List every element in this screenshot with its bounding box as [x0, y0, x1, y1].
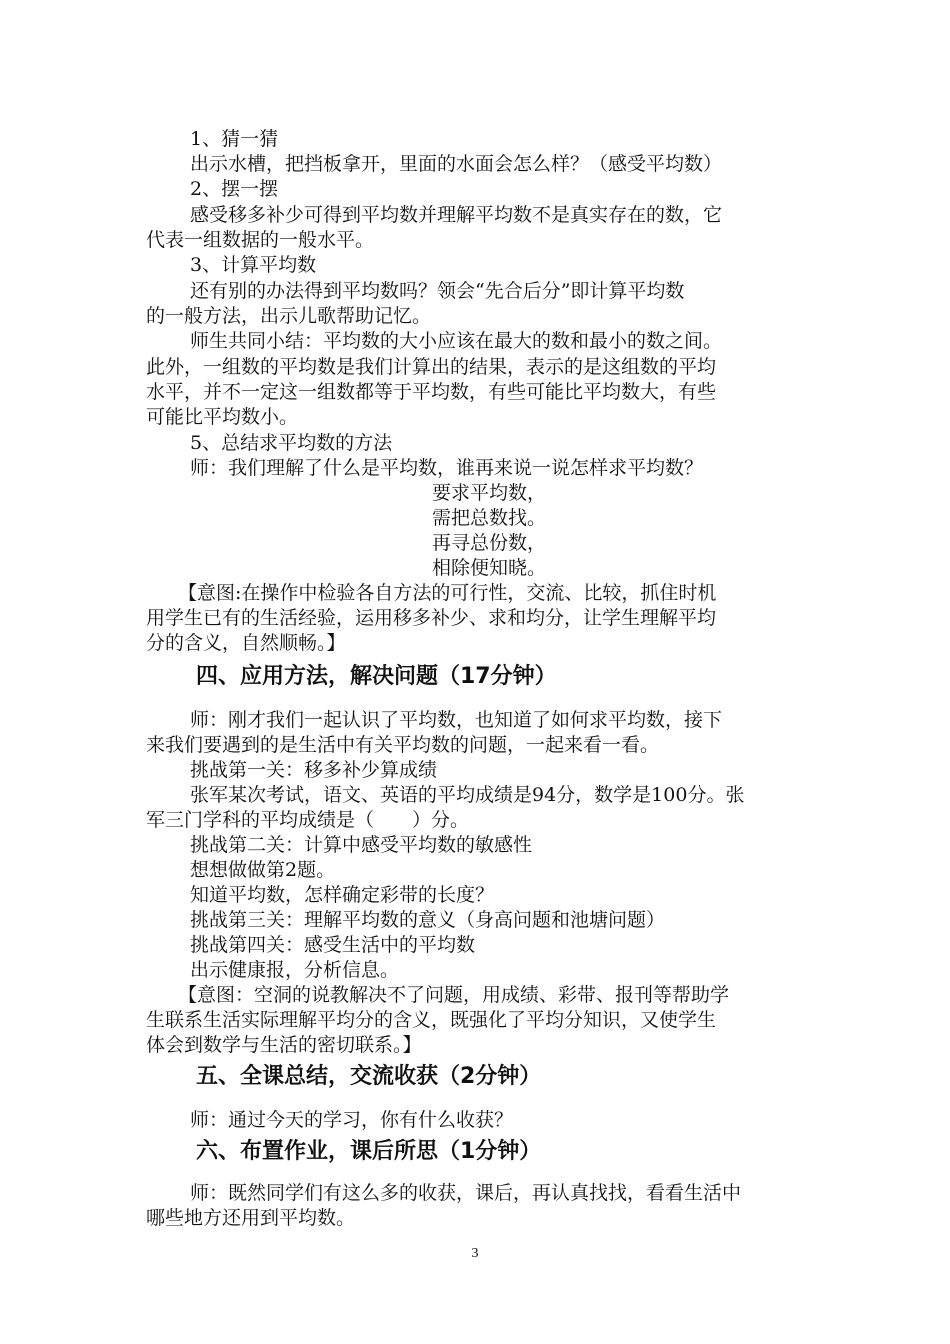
section-6-heading: 六、布置作业，课后所思（1分钟） [196, 1139, 542, 1164]
step-3-heading: 3、计算平均数 [190, 254, 317, 276]
paragraph-line: 师：通过今天的学习，你有什么收获？ [190, 1109, 514, 1131]
intent-note-line: 【意图：空洞的说教解决不了问题，用成绩、彩带、报刊等帮助学 [178, 984, 730, 1006]
challenge-3-title: 挑战第三关：理解平均数的意义（身高问题和池塘问题） [190, 909, 666, 931]
paragraph-line: 感受移多补少可得到平均数并理解平均数不是真实存在的数，它 [190, 204, 723, 226]
paragraph-line: 哪些地方还用到平均数。 [146, 1207, 356, 1229]
rhyme-line: 要求平均数， [432, 482, 547, 504]
rhyme-line: 需把总数找。 [432, 507, 547, 529]
paragraph-line: 水平，并不一定这一组数都等于平均数，有些可能比平均数大，有些 [146, 381, 717, 403]
paragraph-line: 知道平均数，怎样确定彩带的长度？ [190, 884, 495, 906]
step-1-heading: 1、猜一猜 [190, 128, 279, 150]
paragraph-line: 师生共同小结：平均数的大小应该在最大的数和最小的数之间。 [190, 330, 723, 352]
step-2-heading: 2、摆一摆 [190, 178, 279, 200]
rhyme-line: 相除便知晓。 [432, 557, 547, 579]
step-5-heading: 5、总结求平均数的方法 [190, 432, 393, 454]
intent-note-line: 体会到数学与生活的密切联系。】 [146, 1034, 422, 1056]
page-number: 3 [471, 1246, 479, 1261]
paragraph-line: 想想做做第2题。 [190, 859, 336, 881]
section-5-heading: 五、全课总结，交流收获（2分钟） [196, 1064, 542, 1089]
paragraph-line: 的一般方法，出示儿歌帮助记忆。 [146, 305, 432, 327]
paragraph-line: 此外，一组数的平均数是我们计算出的结果，表示的是这组数的平均 [146, 356, 717, 378]
intent-note-line: 用学生已有的生活经验，运用移多补少、求和均分，让学生理解平均 [146, 607, 717, 629]
challenge-4-title: 挑战第四关：感受生活中的平均数 [190, 934, 476, 956]
challenge-2-title: 挑战第二关：计算中感受平均数的敏感性 [190, 834, 533, 856]
paragraph-line: 师：刚才我们一起认识了平均数，也知道了如何求平均数，接下 [190, 709, 723, 731]
paragraph-line: 张军某次考试，语文、英语的平均成绩是94分，数学是100分。张 [190, 784, 745, 806]
paragraph-line: 可能比平均数小。 [146, 406, 299, 428]
challenge-1-title: 挑战第一关：移多补少算成绩 [190, 759, 438, 781]
intent-note-line: 【意图:在操作中检验各自方法的可行性，交流、比较，抓住时机 [178, 582, 717, 604]
rhyme-line: 再寻总份数， [432, 532, 547, 554]
paragraph-line: 来我们要遇到的是生活中有关平均数的问题，一起来看一看。 [146, 734, 660, 756]
paragraph-line: 还有别的办法得到平均数吗？领会“先合后分”即计算平均数 [190, 280, 685, 302]
paragraph-line: 师：我们理解了什么是平均数，谁再来说一说怎样求平均数？ [190, 457, 704, 479]
paragraph-line: 出示健康报，分析信息。 [190, 959, 400, 981]
paragraph-line: 出示水槽，把挡板拿开，里面的水面会怎么样？（感受平均数） [190, 153, 723, 175]
paragraph-line: 军三门学科的平均成绩是（ ）分。 [146, 809, 470, 831]
intent-note-line: 生联系生活实际理解平均分的含义，既强化了平均分知识，又使学生 [146, 1009, 717, 1031]
intent-note-line: 分的含义，自然顺畅。】 [146, 632, 346, 654]
paragraph-line: 代表一组数据的一般水平。 [146, 229, 375, 251]
paragraph-line: 师：既然同学们有这么多的收获，课后，再认真找找，看看生活中 [190, 1182, 742, 1204]
section-4-heading: 四、应用方法，解决问题（17分钟） [196, 664, 557, 689]
